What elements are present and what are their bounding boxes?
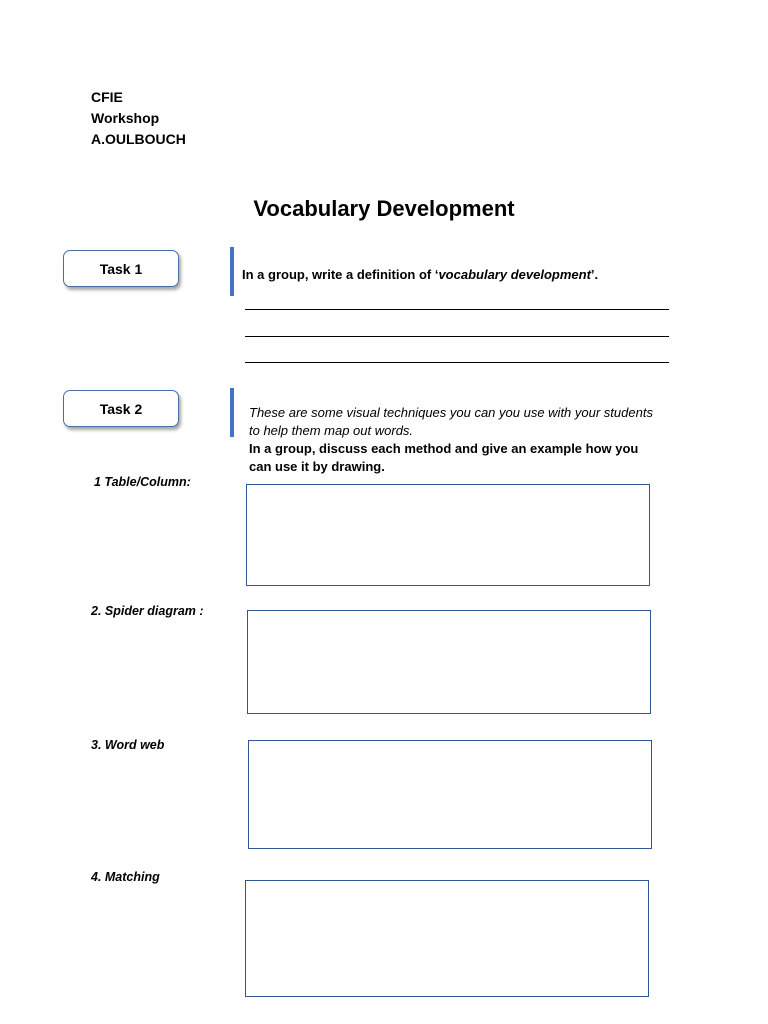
drawing-box-table-column[interactable] xyxy=(246,484,650,586)
page-title: Vocabulary Development xyxy=(253,196,515,221)
method-label-spider-diagram: 2. Spider diagram : xyxy=(91,604,204,618)
drawing-box-spider-diagram[interactable] xyxy=(247,610,651,714)
answer-line-3[interactable] xyxy=(245,362,669,363)
header-line-cfie: CFIE xyxy=(91,89,123,105)
task2-accent-bar xyxy=(230,388,234,437)
task2-button[interactable] xyxy=(63,390,179,427)
header-line-workshop: Workshop xyxy=(91,110,160,126)
drawing-box-word-web[interactable] xyxy=(248,740,652,849)
task1-prompt-start: In a group, write a definition of ‘ xyxy=(242,267,439,282)
task1-button[interactable] xyxy=(63,250,179,287)
task2-label: Task 2 xyxy=(99,400,143,417)
task1-prompt-end: ’. xyxy=(590,267,599,282)
task1-accent-bar xyxy=(230,247,234,296)
header-block xyxy=(91,87,186,150)
drawing-box-matching[interactable] xyxy=(245,880,649,997)
task2-intro: These are some visual techniques you can you use with your students to help them map out words. xyxy=(249,405,653,438)
task1-prompt-italic: vocabulary development xyxy=(438,267,591,282)
header-line-author: A.OULBOUCH xyxy=(91,131,186,147)
task1-label: Task 1 xyxy=(99,260,143,277)
method-label-table-column: 1 Table/Column: xyxy=(94,475,191,489)
task1-prompt xyxy=(242,266,598,284)
answer-line-2[interactable] xyxy=(245,336,669,337)
method-label-word-web: 3. Word web xyxy=(91,738,165,752)
task2-instruction: In a group, discuss each method and give an example how you can use it by drawing. xyxy=(249,441,639,474)
answer-line-1[interactable] xyxy=(245,309,669,310)
method-label-matching: 4. Matching xyxy=(91,870,160,884)
